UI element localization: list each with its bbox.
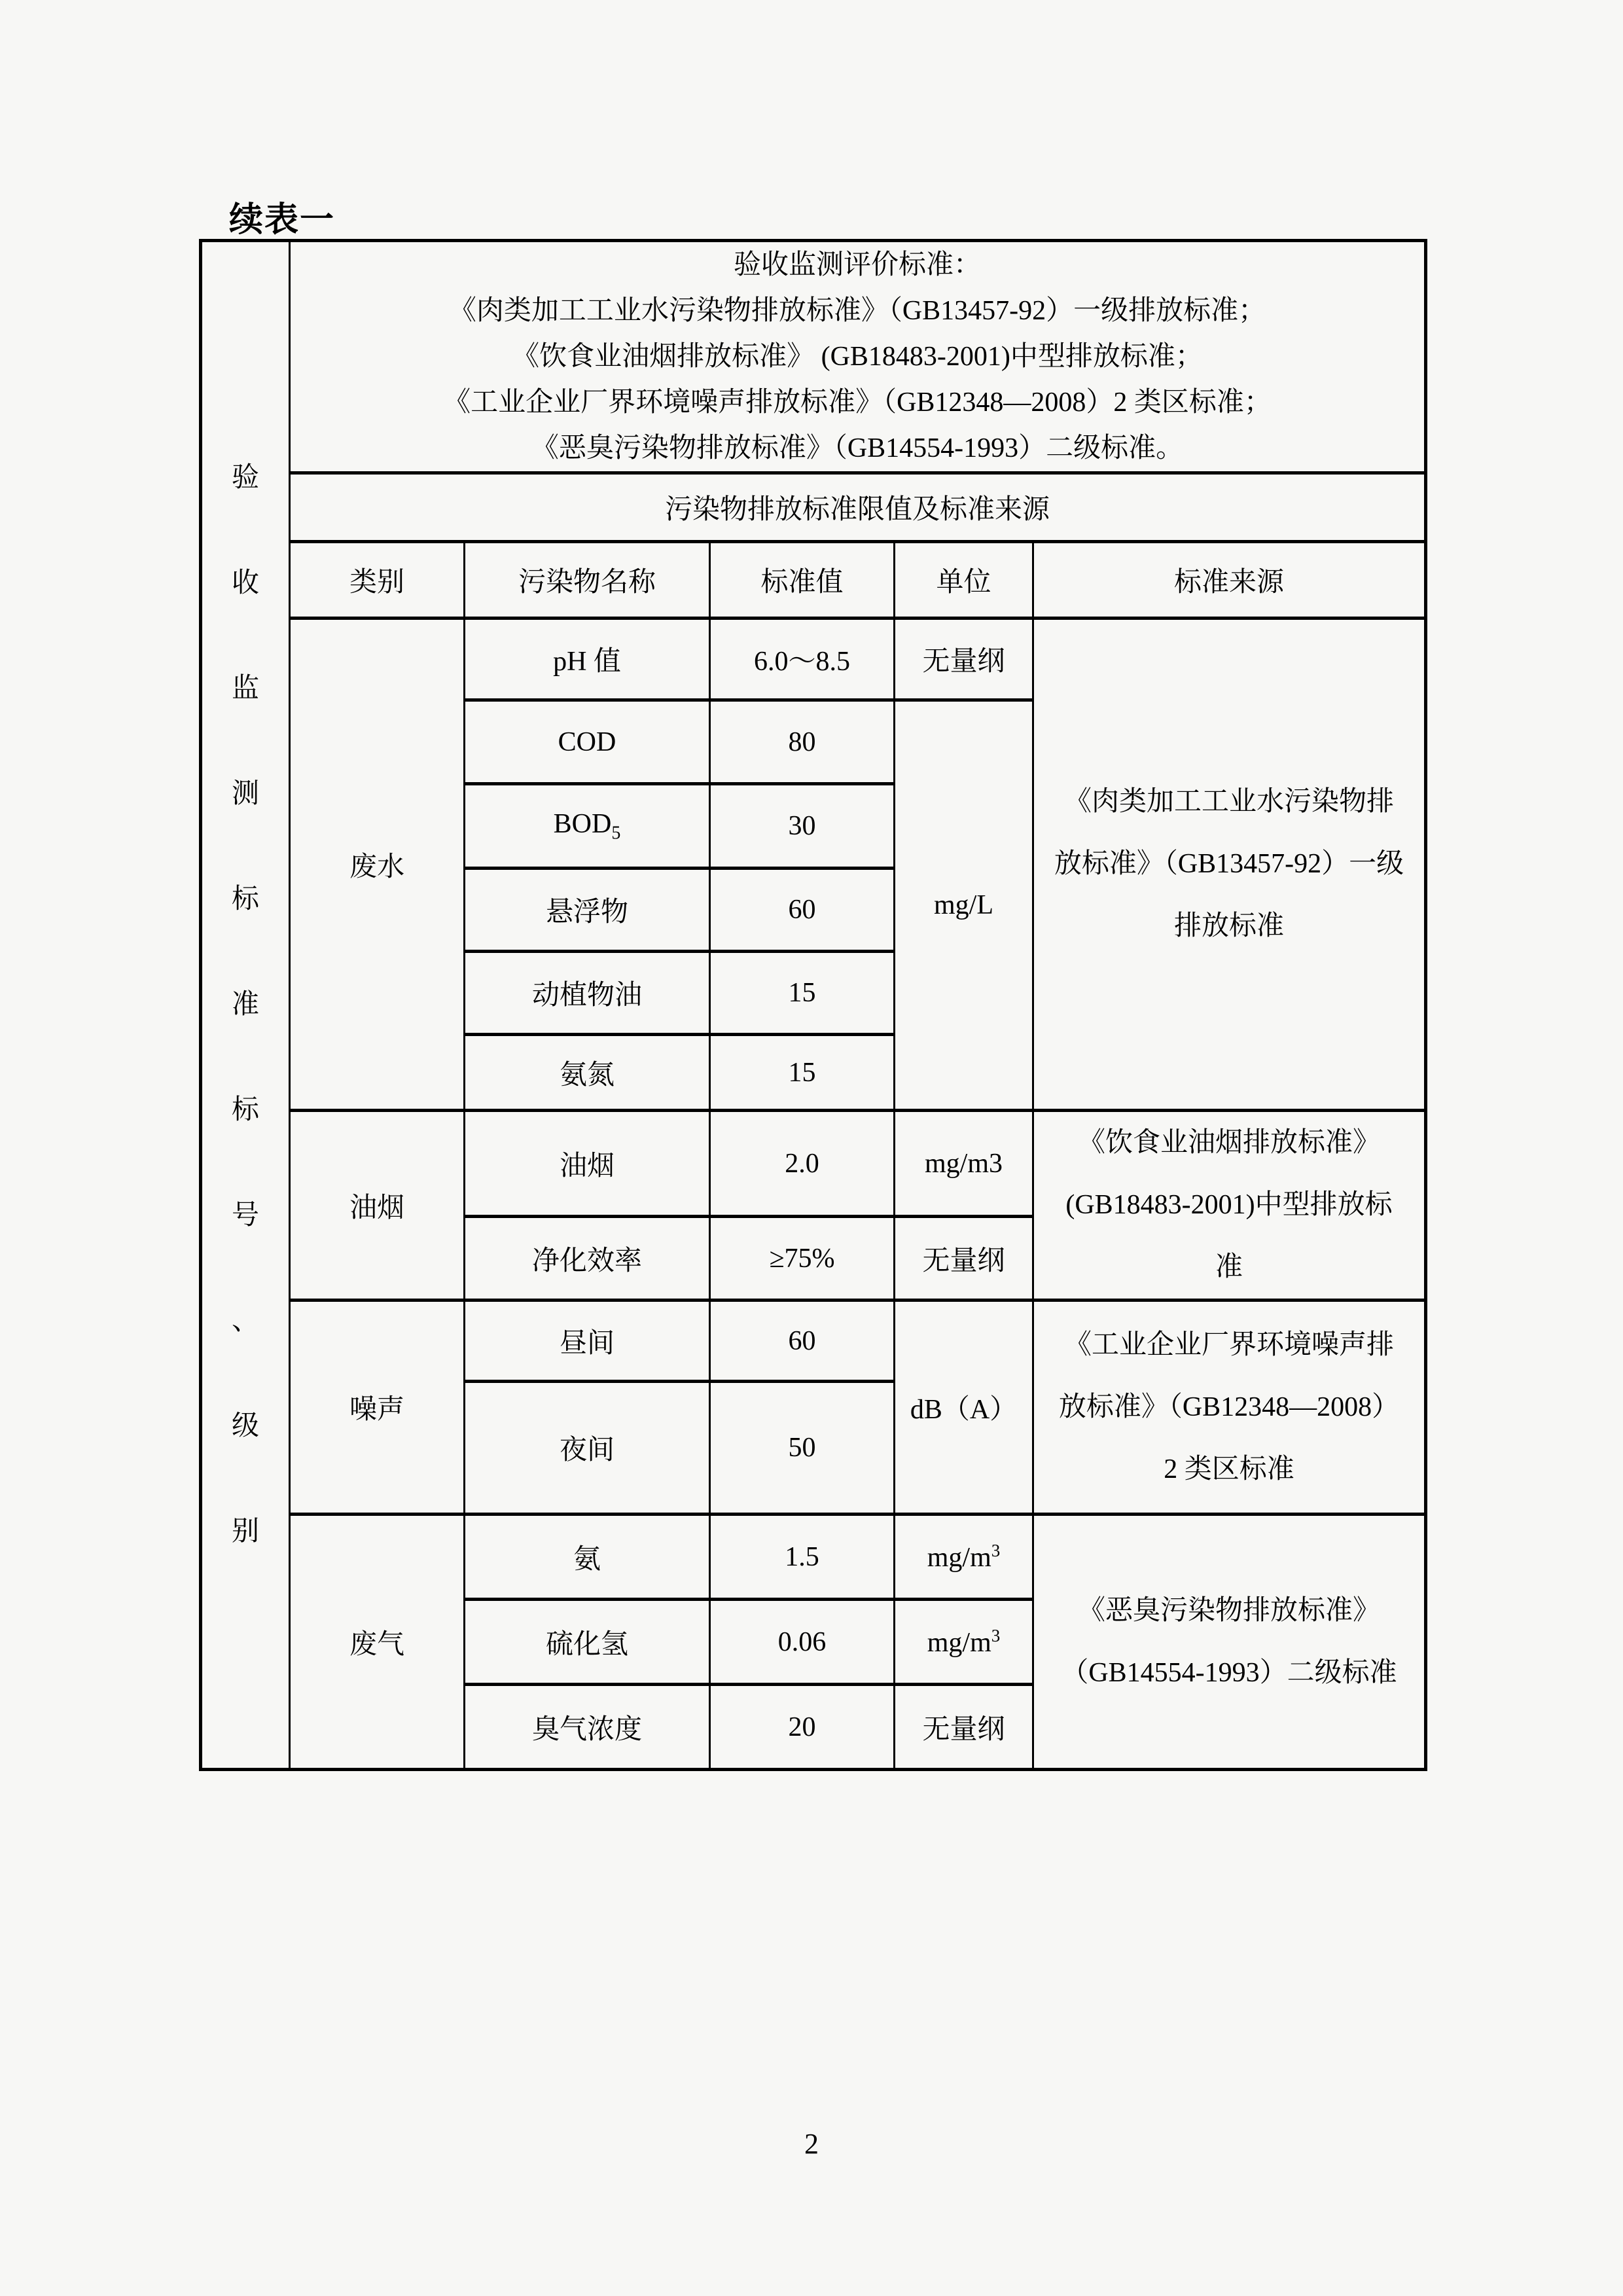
bod-label: BOD [553, 808, 612, 839]
eval-standards-line: 《饮食业油烟排放标准》 (GB18483-2001)中型排放标准； [512, 342, 1203, 372]
eval-standards-line: 《恶臭污染物排放标准》（GB14554-1993）二级标准。 [531, 433, 1184, 463]
table-row [201, 619, 1426, 700]
source-line: 《工业企业厂界环境噪声排 [1064, 1329, 1395, 1360]
category-cell-noise: 噪声 [290, 1300, 465, 1515]
value-cell-purify-efficiency: ≥75% [710, 1217, 895, 1300]
value-cell-h2s: 0.06 [710, 1600, 895, 1685]
pollutant-cell-cod: COD [465, 700, 710, 784]
vertical-header-char: 验 [231, 463, 259, 493]
pollutant-cell-daytime: 昼间 [465, 1300, 710, 1382]
value-cell-ammonia-nitrogen: 15 [710, 1035, 895, 1111]
value-cell-animal-oil: 15 [710, 952, 895, 1035]
column-header-value: 标准值 [710, 542, 895, 619]
vertical-header-char: 测 [231, 779, 259, 809]
vertical-header-char: 、 [231, 1306, 259, 1336]
unit-cell-fume: mg/m3 [895, 1111, 1033, 1217]
category-cell-wastewater: 废水 [290, 619, 465, 1111]
pollutant-cell-suspended-solids: 悬浮物 [465, 869, 710, 952]
eval-standards-line: 《工业企业厂界环境噪声排放标准》（GB12348—2008）2 类区标准； [443, 387, 1272, 418]
unit-cell-db-a: dB（A） [895, 1300, 1033, 1515]
pollutant-cell-ammonia-nitrogen: 氨氮 [465, 1035, 710, 1111]
standards-table [199, 239, 1427, 1771]
eval-standards-line: 《肉类加工工业水污染物排放标准》（GB13457-92）一级排放标准； [448, 296, 1266, 326]
column-header-source: 标准来源 [1033, 542, 1426, 619]
category-cell-fume: 油烟 [290, 1111, 465, 1300]
pollutant-cell-odor-concentration: 臭气浓度 [465, 1685, 710, 1770]
source-cell-wastewater [1033, 619, 1426, 1111]
pollutant-cell-purify-efficiency: 净化效率 [465, 1217, 710, 1300]
unit-cell-ammonia [895, 1515, 1033, 1600]
pollutant-cell-fume: 油烟 [465, 1111, 710, 1217]
unit-cell-mg-l: mg/L [895, 700, 1033, 1111]
value-cell-odor-concentration: 20 [710, 1685, 895, 1770]
column-header-pollutant: 污染物名称 [465, 542, 710, 619]
bod-subscript: 5 [611, 823, 621, 844]
page-number: 2 [804, 2128, 819, 2160]
unit-cell-odor-concentration: 无量纲 [895, 1685, 1033, 1770]
value-cell-fume: 2.0 [710, 1111, 895, 1217]
source-cell-exhaust-gas [1033, 1515, 1426, 1770]
evaluation-standards-cell [290, 241, 1426, 473]
unit-exponent: 3 [991, 1540, 1001, 1560]
table-row [201, 1300, 1426, 1382]
unit-exponent: 3 [991, 1625, 1001, 1645]
table-header-row [201, 542, 1426, 619]
source-line: 准 [1215, 1252, 1243, 1282]
value-cell-cod: 80 [710, 700, 895, 784]
value-cell-ammonia: 1.5 [710, 1515, 895, 1600]
table-row [201, 473, 1426, 542]
table-row [201, 1111, 1426, 1217]
value-cell-suspended-solids: 60 [710, 869, 895, 952]
value-cell-nighttime: 50 [710, 1382, 895, 1515]
vertical-header-char: 别 [231, 1516, 259, 1547]
source-line: 2 类区标准 [1164, 1454, 1294, 1484]
limits-title-cell: 污染物排放标准限值及标准来源 [290, 473, 1426, 542]
value-cell-bod5: 30 [710, 784, 895, 869]
vertical-header-char: 收 [231, 568, 259, 598]
vertical-header-char: 标 [231, 1095, 259, 1125]
table-row [201, 1515, 1426, 1600]
pollutant-cell-ammonia: 氨 [465, 1515, 710, 1600]
source-line: （GB14554-1993）二级标准 [1061, 1657, 1397, 1688]
column-header-category: 类别 [290, 542, 465, 619]
vertical-header-char: 级 [231, 1411, 259, 1441]
source-line: 放标准》（GB13457-92）一级 [1054, 849, 1404, 879]
source-line: 《肉类加工工业水污染物排 [1064, 787, 1395, 817]
category-cell-exhaust-gas: 废气 [290, 1515, 465, 1770]
unit-base: mg/m [927, 1542, 991, 1573]
source-line: 《饮食业油烟排放标准》 [1078, 1128, 1381, 1158]
value-cell-ph: 6.0～8.5 [710, 619, 895, 700]
eval-standards-line: 验收监测评价标准： [734, 250, 982, 280]
value-cell-daytime: 60 [710, 1300, 895, 1382]
unit-cell-ph: 无量纲 [895, 619, 1033, 700]
pollutant-cell-nighttime: 夜间 [465, 1382, 710, 1515]
page-title: 续表一 [229, 202, 336, 239]
source-line: 《恶臭污染物排放标准》 [1078, 1595, 1381, 1626]
source-cell-fume [1033, 1111, 1426, 1300]
unit-cell-purify-efficiency: 无量纲 [895, 1217, 1033, 1300]
vertical-header-cell [201, 241, 290, 1770]
vertical-header-char: 准 [231, 990, 259, 1020]
source-line: 放标准》（GB12348—2008） [1058, 1391, 1400, 1422]
pollutant-cell-ph: pH 值 [465, 619, 710, 700]
unit-cell-h2s [895, 1600, 1033, 1685]
pollutant-cell-h2s: 硫化氢 [465, 1600, 710, 1685]
vertical-header-char: 标 [231, 884, 259, 914]
pollutant-cell-animal-oil: 动植物油 [465, 952, 710, 1035]
vertical-header-char: 号 [231, 1200, 259, 1230]
source-cell-noise [1033, 1300, 1426, 1515]
pollutant-cell-bod5 [465, 784, 710, 869]
source-line: 排放标准 [1174, 911, 1285, 941]
table-row [201, 241, 1426, 473]
source-line: (GB18483-2001)中型排放标 [1065, 1190, 1393, 1220]
vertical-header-char: 监 [231, 673, 259, 704]
column-header-unit: 单位 [895, 542, 1033, 619]
unit-base: mg/m [927, 1627, 991, 1658]
